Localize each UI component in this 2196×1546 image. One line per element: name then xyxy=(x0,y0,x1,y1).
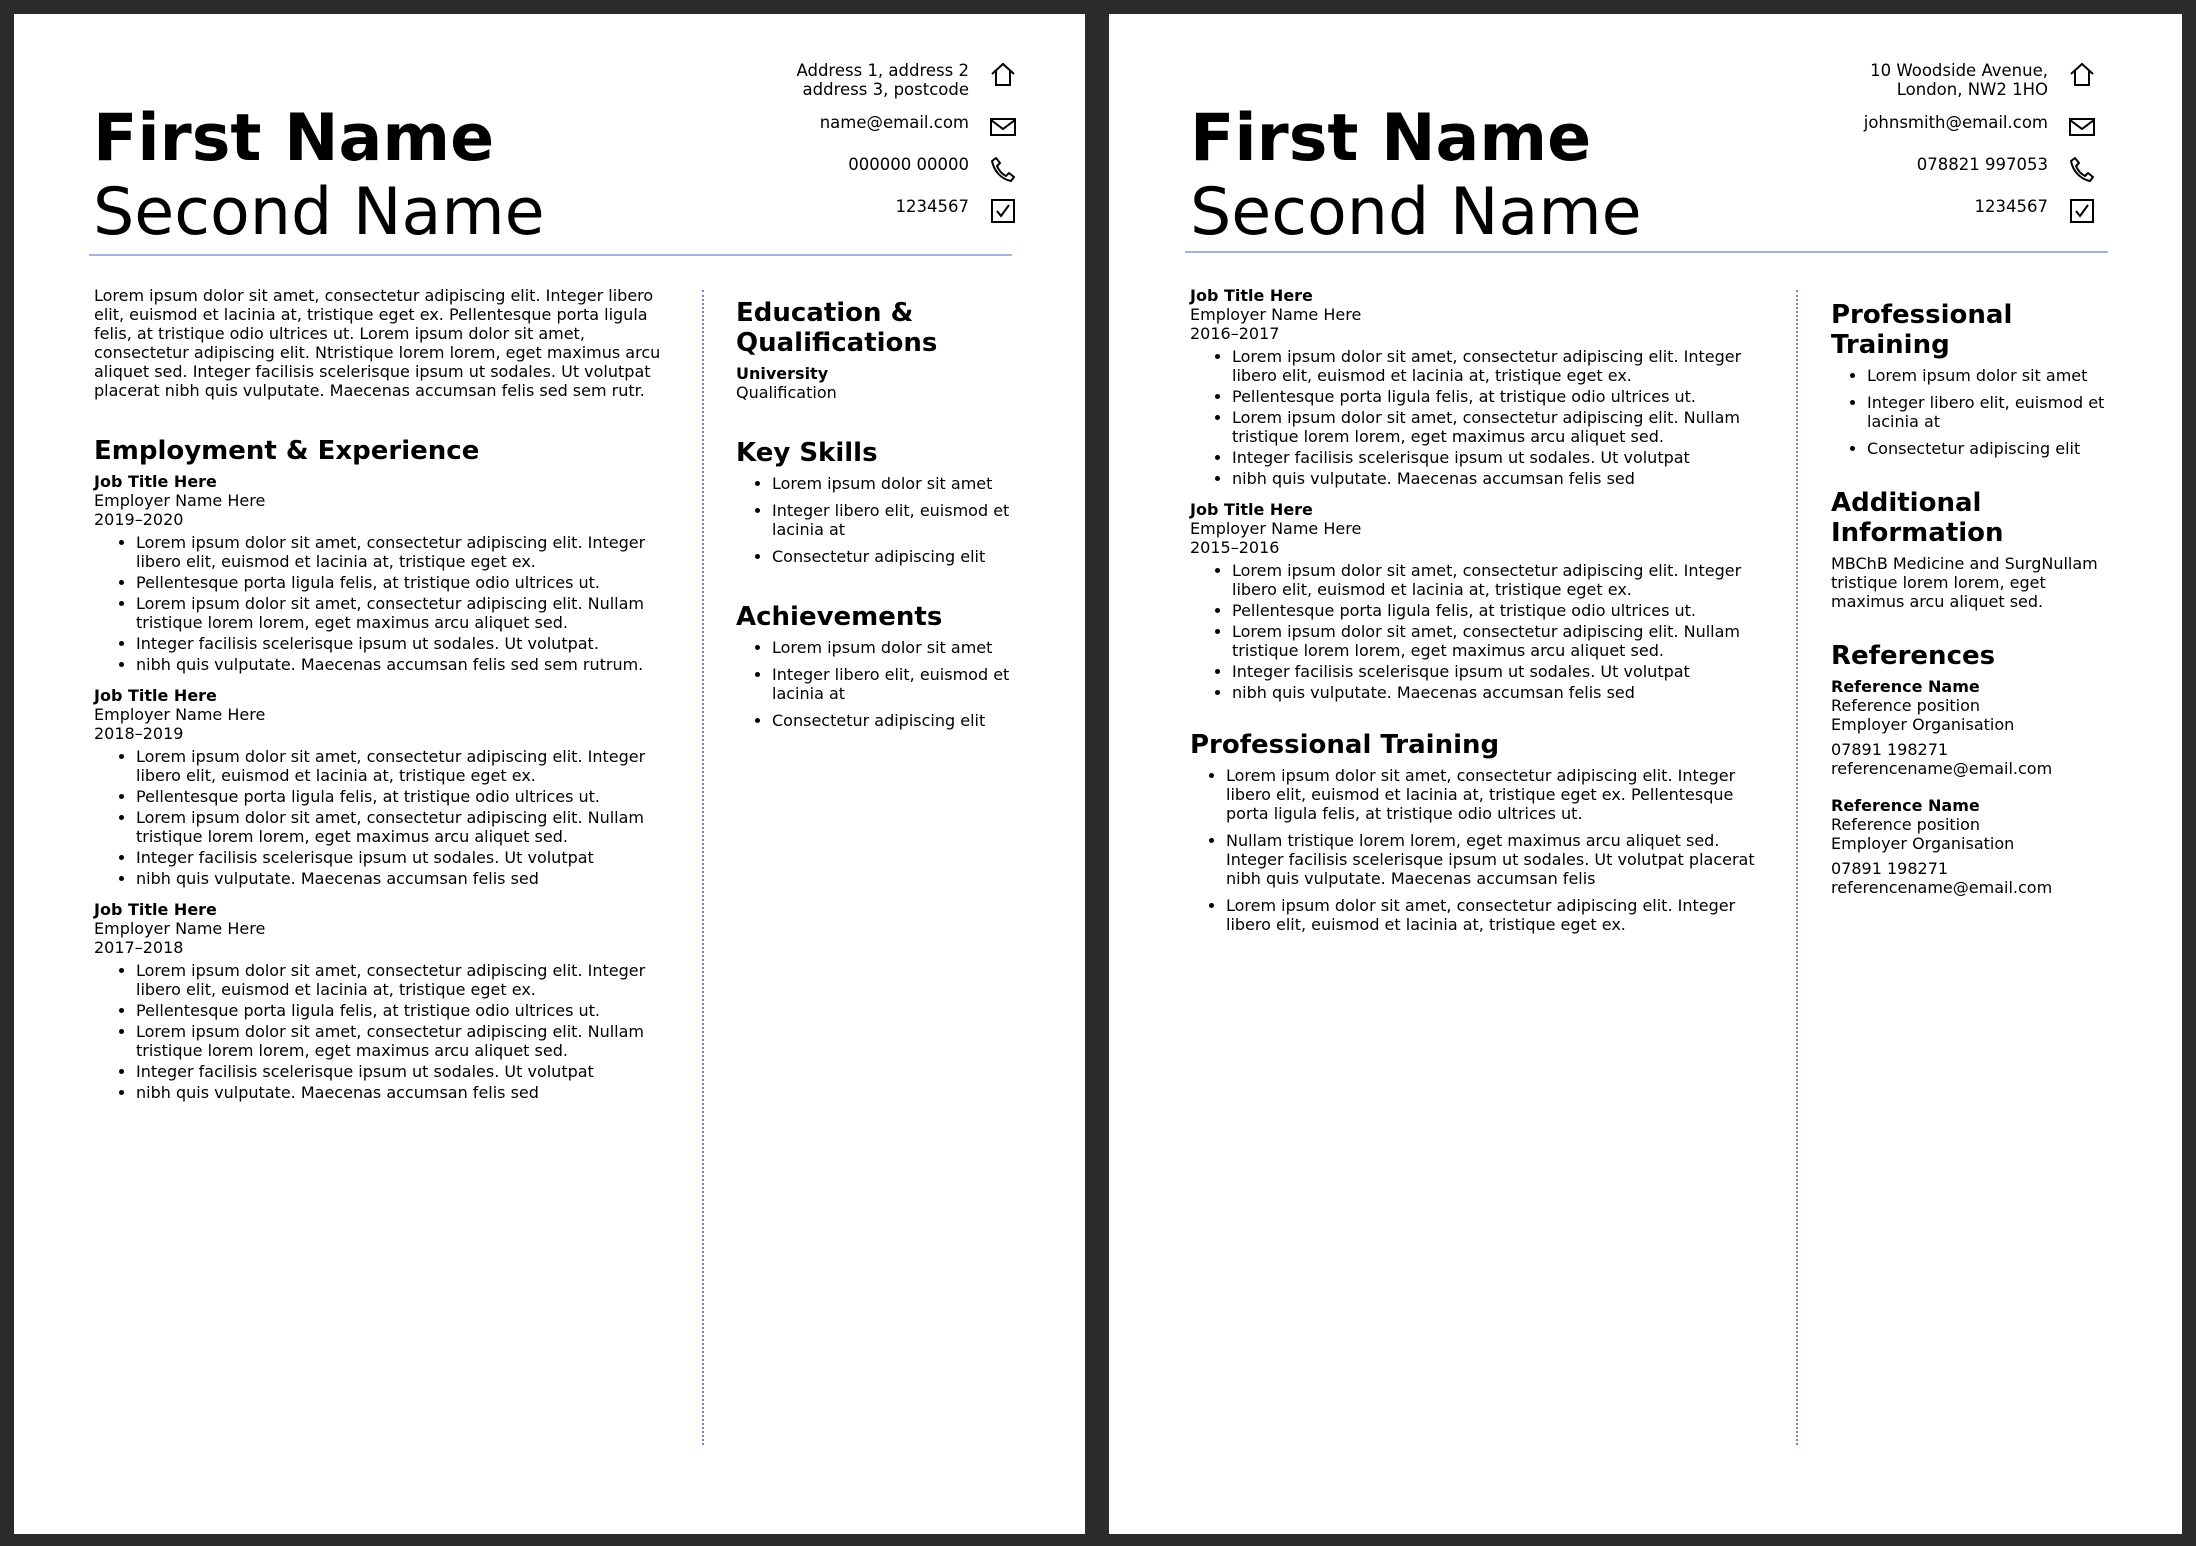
achievements-list xyxy=(736,638,1026,730)
training-list-main xyxy=(1190,766,1775,934)
reference-email: referencename@email.com xyxy=(1831,878,2053,897)
column-divider xyxy=(1796,290,1798,1445)
list-item: • Lorem ipsum dolor sit amet, consectetur adipiscing elit. Integer libero elit, euismod et lacinia at, tristique eget ex. Pellentesque porta ligula felis, at tristique odio ultrices ut. xyxy=(1226,766,1775,823)
header-divider xyxy=(1185,251,2108,253)
list-item: • Lorem ipsum dolor sit amet, consectetur adipiscing elit. Integer libero elit, euismod et lacinia at, tristique eget ex. xyxy=(136,533,684,571)
cv-page-2 xyxy=(1109,14,2182,1534)
employer-name: Employer Name Here xyxy=(94,919,266,938)
list-item: • Pellentesque porta ligula felis, at tristique odio ultrices ut. xyxy=(1232,387,1775,406)
list-item: • Integer facilisis scelerisque ipsum ut sodales. Ut volutpat xyxy=(1232,448,1775,467)
reference-entry xyxy=(1831,677,2116,778)
profile-text: Lorem ipsum dolor sit amet, consectetur adipiscing elit. Integer libero elit, euismod et lacinia at, tristique eget ex. Pellentesque porta ligula felis, at tristique odio ultrices ut. Lorem ipsum dolor sit amet, consectetur adipiscing elit. Ntristique lorem lorem, eget maximus arcu aliquet sed. Integer facilisis scelerisque ipsum ut sodales. Ut volutpat placerat nibh quis vulputate. Maecenas accumsan felis sed sem rutr. xyxy=(94,286,661,400)
reference-organisation: Employer Organisation xyxy=(1831,715,2015,734)
address-line-1: 10 Woodside Avenue, xyxy=(1870,61,2048,80)
list-item: • Lorem ipsum dolor sit amet, consectetur adipiscing elit. Nullam tristique lorem lorem, eget maximus arcu aliquet sed. xyxy=(1232,622,1775,660)
checkbox-icon xyxy=(2068,197,2096,225)
address-line-2: London, NW2 1HO xyxy=(1896,80,2048,99)
job-bullets xyxy=(94,533,684,674)
education-school: University xyxy=(736,364,829,383)
job-dates: 2015–2016 xyxy=(1190,538,1280,557)
job-title: Job Title Here xyxy=(94,686,217,705)
list-item: • Pellentesque porta ligula felis, at tristique odio ultrices ut. xyxy=(136,1001,684,1020)
phone-icon xyxy=(989,155,1017,183)
reference-phone: 07891 198271 xyxy=(1831,859,1949,878)
number-text: 1234567 xyxy=(895,197,969,216)
second-name: Second Name xyxy=(1190,175,1642,251)
list-item: • Integer libero elit, euismod et lacinia at xyxy=(772,501,1026,539)
skills-heading: Key Skills xyxy=(736,438,878,468)
name-block xyxy=(93,102,545,250)
list-item: • Lorem ipsum dolor sit amet, consectetur adipiscing elit. Integer libero elit, euismod et lacinia at, tristique eget ex. xyxy=(136,747,684,785)
list-item: • Integer libero elit, euismod et lacinia at xyxy=(772,665,1026,703)
side-column xyxy=(736,298,1026,738)
references-heading: References xyxy=(1831,641,1996,671)
contact-email xyxy=(597,113,1017,141)
list-item: • nibh quis vulputate. Maecenas accumsan felis sed xyxy=(1232,469,1775,488)
job-bullets xyxy=(1190,561,1775,702)
training-heading-side: Professional Training xyxy=(1831,300,2013,360)
job-entry xyxy=(1190,500,1775,702)
cv-page-1 xyxy=(14,14,1085,1534)
list-item: • Lorem ipsum dolor sit amet, consectetur adipiscing elit. Nullam tristique lorem lorem, eget maximus arcu aliquet sed. xyxy=(136,594,684,632)
contact-address xyxy=(597,61,1017,99)
contact-number xyxy=(597,197,1017,225)
job-dates: 2016–2017 xyxy=(1190,324,1280,343)
education-qualification: Qualification xyxy=(736,383,837,402)
envelope-icon xyxy=(989,113,1017,141)
phone-icon xyxy=(2068,155,2096,183)
job-bullets xyxy=(94,747,684,888)
list-item: • Lorem ipsum dolor sit amet, consectetur adipiscing elit. Integer libero elit, euismod et lacinia at, tristique eget ex. xyxy=(1232,347,1775,385)
name-block xyxy=(1190,102,1642,250)
list-item: • Consectetur adipiscing elit xyxy=(772,547,1026,566)
list-item: • nibh quis vulputate. Maecenas accumsan felis sed xyxy=(1232,683,1775,702)
reference-name: Reference Name xyxy=(1831,677,1980,696)
job-dates: 2018–2019 xyxy=(94,724,184,743)
contact-phone xyxy=(597,155,1017,183)
list-item: • Lorem ipsum dolor sit amet, consectetur adipiscing elit. Integer libero elit, euismod et lacinia at, tristique eget ex. xyxy=(1232,561,1775,599)
address-line-2: address 3, postcode xyxy=(802,80,969,99)
contact-block xyxy=(597,61,1017,239)
list-item: • Integer facilisis scelerisque ipsum ut sodales. Ut volutpat. xyxy=(136,634,684,653)
reference-name: Reference Name xyxy=(1831,796,1980,815)
list-item: • Lorem ipsum dolor sit amet, consectetur adipiscing elit. Integer libero elit, euismod et lacinia at, tristique eget ex. xyxy=(136,961,684,999)
phone-text: 000000 00000 xyxy=(848,155,969,174)
list-item: • Lorem ipsum dolor sit amet, consectetur adipiscing elit. Nullam tristique lorem lorem, eget maximus arcu aliquet sed. xyxy=(136,808,684,846)
additional-text: MBChB Medicine and SurgNullam tristique lorem lorem, eget maximus arcu aliquet sed. xyxy=(1831,554,2098,611)
reference-email: referencename@email.com xyxy=(1831,759,2053,778)
contact-number xyxy=(1676,197,2096,225)
reference-position: Reference position xyxy=(1831,815,1981,834)
job-title: Job Title Here xyxy=(1190,286,1313,305)
header-divider xyxy=(89,254,1012,256)
list-item: • Pellentesque porta ligula felis, at tristique odio ultrices ut. xyxy=(136,787,684,806)
training-heading-main: Professional Training xyxy=(1190,730,1500,760)
list-item: • Lorem ipsum dolor sit amet xyxy=(1867,366,2116,385)
job-entry xyxy=(94,686,684,888)
job-title: Job Title Here xyxy=(94,900,217,919)
email-text: johnsmith@email.com xyxy=(1863,113,2048,132)
job-dates: 2017–2018 xyxy=(94,938,184,957)
address-line-1: Address 1, address 2 xyxy=(796,61,969,80)
envelope-icon xyxy=(2068,113,2096,141)
home-icon xyxy=(989,61,1017,89)
email-text: name@email.com xyxy=(819,113,969,132)
list-item: • Consectetur adipiscing elit xyxy=(772,711,1026,730)
list-item: • Integer facilisis scelerisque ipsum ut sodales. Ut volutpat xyxy=(1232,662,1775,681)
list-item: • nibh quis vulputate. Maecenas accumsan felis sed xyxy=(136,869,684,888)
list-item: • nibh quis vulputate. Maecenas accumsan felis sed xyxy=(136,1083,684,1102)
list-item: • Pellentesque porta ligula felis, at tristique odio ultrices ut. xyxy=(1232,601,1775,620)
list-item: • Lorem ipsum dolor sit amet xyxy=(772,474,1026,493)
job-title: Job Title Here xyxy=(94,472,217,491)
list-item: • Lorem ipsum dolor sit amet xyxy=(772,638,1026,657)
list-item: • nibh quis vulputate. Maecenas accumsan felis sed sem rutrum. xyxy=(136,655,684,674)
reference-organisation: Employer Organisation xyxy=(1831,834,2015,853)
employer-name: Employer Name Here xyxy=(94,491,266,510)
job-dates: 2019–2020 xyxy=(94,510,184,529)
job-entry xyxy=(94,900,684,1102)
training-list-side xyxy=(1831,366,2116,458)
list-item: • Lorem ipsum dolor sit amet, consectetur adipiscing elit. Integer libero elit, euismod et lacinia at, tristique eget ex. xyxy=(1226,896,1775,934)
job-bullets xyxy=(1190,347,1775,488)
list-item: • Integer libero elit, euismod et lacinia at xyxy=(1867,393,2116,431)
contact-address xyxy=(1676,61,2096,99)
first-name: First Name xyxy=(1190,101,1592,176)
list-item: • Pellentesque porta ligula felis, at tristique odio ultrices ut. xyxy=(136,573,684,592)
contact-block xyxy=(1676,61,2096,239)
employer-name: Employer Name Here xyxy=(94,705,266,724)
education-heading: Education & Qualifications xyxy=(736,298,938,358)
first-name: First Name xyxy=(93,101,495,176)
job-entry xyxy=(1190,286,1775,488)
employment-heading: Employment & Experience xyxy=(94,436,480,466)
column-divider xyxy=(702,290,704,1445)
job-bullets xyxy=(94,961,684,1102)
employer-name: Employer Name Here xyxy=(1190,305,1362,324)
job-title: Job Title Here xyxy=(1190,500,1313,519)
second-name: Second Name xyxy=(93,175,545,251)
reference-entry xyxy=(1831,796,2116,897)
number-text: 1234567 xyxy=(1974,197,2048,216)
employer-name: Employer Name Here xyxy=(1190,519,1362,538)
side-column xyxy=(1831,300,2116,915)
contact-email xyxy=(1676,113,2096,141)
reference-phone: 07891 198271 xyxy=(1831,740,1949,759)
additional-heading: Additional Information xyxy=(1831,488,2004,548)
list-item: • Lorem ipsum dolor sit amet, consectetur adipiscing elit. Nullam tristique lorem lorem, eget maximus arcu aliquet sed. xyxy=(1232,408,1775,446)
list-item: • Lorem ipsum dolor sit amet, consectetur adipiscing elit. Nullam tristique lorem lorem, eget maximus arcu aliquet sed. xyxy=(136,1022,684,1060)
list-item: • Integer facilisis scelerisque ipsum ut sodales. Ut volutpat xyxy=(136,848,684,867)
main-column xyxy=(94,286,684,1114)
phone-text: 078821 997053 xyxy=(1916,155,2048,174)
list-item: • Consectetur adipiscing elit xyxy=(1867,439,2116,458)
contact-phone xyxy=(1676,155,2096,183)
checkbox-icon xyxy=(989,197,1017,225)
achievements-heading: Achievements xyxy=(736,602,943,632)
list-item: • Integer facilisis scelerisque ipsum ut sodales. Ut volutpat xyxy=(136,1062,684,1081)
home-icon xyxy=(2068,61,2096,89)
list-item: • Nullam tristique lorem lorem, eget maximus arcu aliquet sed. Integer facilisis scelerisque ipsum ut sodales. Ut volutpat placerat nibh quis vulputate. Maecenas accumsan felis xyxy=(1226,831,1775,888)
job-entry xyxy=(94,472,684,674)
main-column xyxy=(1190,286,1775,942)
skills-list xyxy=(736,474,1026,566)
reference-position: Reference position xyxy=(1831,696,1981,715)
